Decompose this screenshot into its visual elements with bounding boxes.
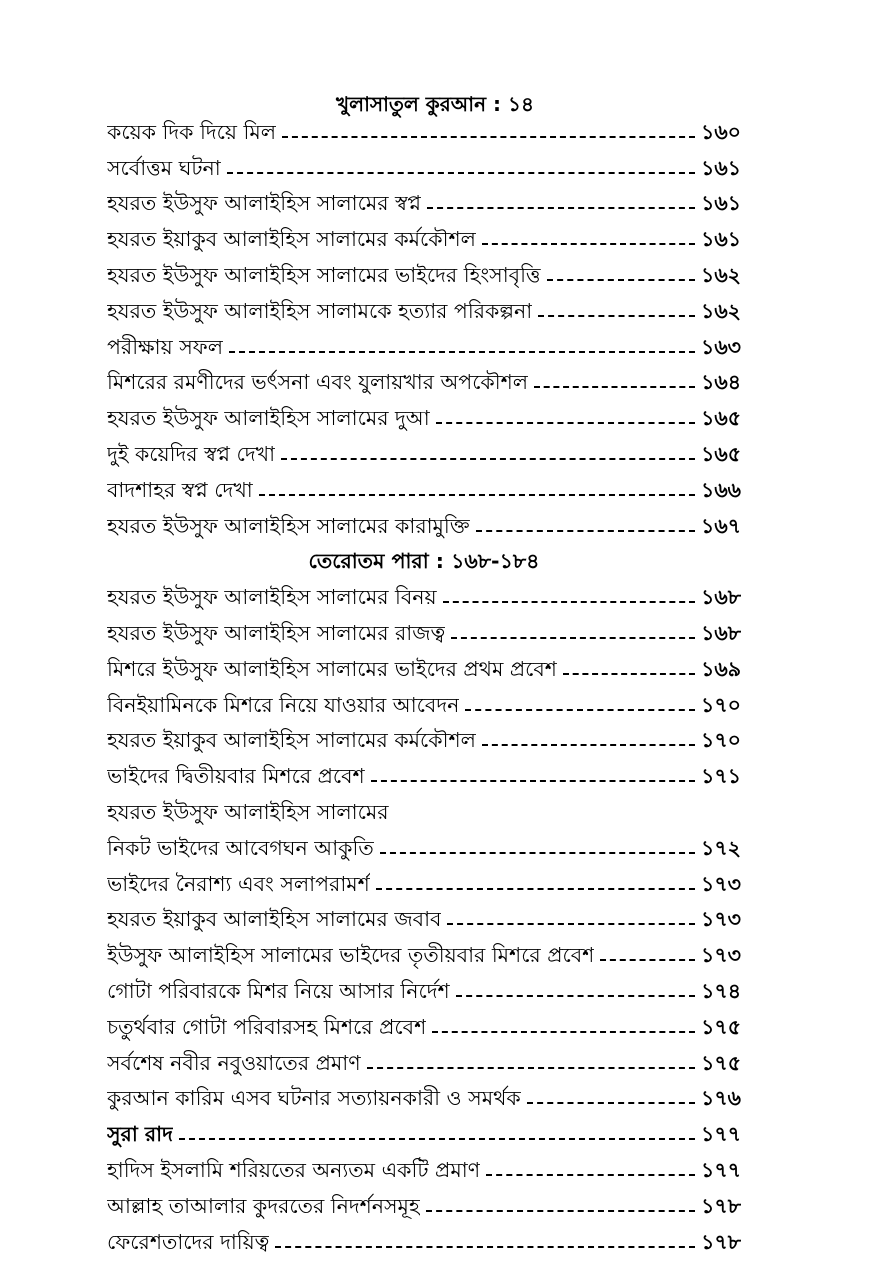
- dotted-leader: [534, 384, 695, 388]
- toc-entry-page: ১৬৫: [701, 406, 741, 431]
- toc-entry: [107, 1154, 741, 1190]
- dotted-leader: [456, 993, 695, 997]
- toc-entry-page: ১৭২: [701, 835, 741, 860]
- toc-entry-page: ১৭৪: [701, 979, 741, 1004]
- toc-entry: [107, 438, 741, 474]
- toc-entry-page: ১৬৭: [701, 513, 741, 538]
- dotted-leader: [281, 456, 695, 460]
- header-separator: :: [486, 92, 508, 116]
- toc-entry-page: ১৭৭: [701, 1158, 741, 1182]
- toc-entry-page: ১৬৬: [701, 477, 741, 502]
- toc-entry-page: ১৭৩: [701, 943, 741, 968]
- toc-entry-title: হযরত ইউসুফ আলাইহিস সালামের বিনয়: [107, 585, 437, 610]
- toc-entry: [107, 689, 741, 725]
- dotted-leader: [482, 241, 695, 245]
- toc-entry-page: ১৬১: [701, 155, 741, 180]
- dotted-leader: [426, 1208, 695, 1212]
- dotted-leader: [367, 1065, 695, 1069]
- dotted-leader: [282, 134, 695, 138]
- dotted-leader: [275, 1244, 695, 1248]
- dotted-leader: [547, 277, 695, 281]
- toc-entry-title: কয়েক দিক দিয়ে মিল: [107, 119, 276, 144]
- toc-entry-page: ১৬৫: [701, 442, 741, 467]
- toc-entry-title: মিশরের রমণীদের ভর্ৎসনা এবং যুলায়খার অপকৌশল: [107, 370, 529, 395]
- toc-entry-page: ১৬৮: [701, 621, 741, 646]
- dotted-leader: [436, 420, 695, 424]
- toc-entry-title: দুই কয়েদির স্বপ্ন দেখা: [107, 442, 276, 467]
- toc-entry-title: ভাইদের নৈরাশ্য এবং সলাপরামর্শ: [107, 871, 370, 896]
- toc-entry-title: হযরত ইউসুফ আলাইহিস সালামের কারামুক্তি: [107, 513, 470, 538]
- toc-entry-title: হযরত ইউসুফ আলাইহিস সালামের দুআ: [107, 406, 430, 431]
- toc-entry: [107, 760, 741, 796]
- toc-entry-page: ১৬০: [701, 119, 741, 144]
- toc-entry: [107, 223, 741, 259]
- toc-entry-title: পরীক্ষায় সফল: [107, 334, 224, 359]
- toc-entry-title: হযরত ইউসুফ আলাইহিস সালামকে হত্যার পরিকল্পনা: [107, 298, 533, 323]
- section-heading-text: তেরোতম পারা : ১৬৮-১৮৪: [308, 549, 540, 574]
- dotted-leader: [229, 349, 695, 353]
- toc-entry-title: সুরা রাদ: [107, 1122, 173, 1147]
- toc-entry-page: ১৭৮: [701, 1193, 741, 1218]
- toc-entry-title: ইউসুফ আলাইহিস সালামের ভাইদের তৃতীয়বার মিশরে প্রবেশ: [107, 943, 595, 968]
- toc-entry: [107, 402, 741, 438]
- toc-entry-page: ১৭৭: [701, 1122, 741, 1147]
- toc-entry-title: হাদিস ইসলামি শরিয়তের অন্যতম একটি প্রমাণ: [107, 1158, 481, 1182]
- toc-entry-title: হযরত ইয়াকুব আলাইহিস সালামের কর্মকৌশল: [107, 728, 476, 753]
- page-number: ১৪: [507, 92, 534, 116]
- table-of-contents: [107, 116, 741, 1262]
- toc-entry-title: গোটা পরিবারকে মিশর নিয়ে আসার নির্দেশ: [107, 979, 450, 1004]
- toc-entry: [107, 725, 741, 761]
- toc-entry: [107, 116, 741, 152]
- toc-entry-title: হযরত ইউসুফ আলাইহিস সালামের: [107, 800, 389, 825]
- toc-entry-page: ১৬৯: [701, 656, 741, 681]
- toc-entry-title: হযরত ইউসুফ আলাইহিস সালামের স্বপ্ন: [107, 191, 421, 216]
- toc-entry-continued: [107, 796, 741, 832]
- toc-entry: [107, 510, 741, 546]
- toc-entry-title: নিকট ভাইদের আবেগঘন আকুতি: [107, 835, 374, 860]
- toc-entry-page: ১৭৬: [701, 1086, 741, 1111]
- toc-entry: [107, 832, 741, 868]
- toc-entry-title: আল্লাহ তাআলার কুদরতের নিদর্শনসমূহ: [107, 1193, 420, 1218]
- dotted-leader: [380, 850, 695, 854]
- toc-entry: [107, 939, 741, 975]
- toc-entry-page: ১৭৫: [701, 1050, 741, 1075]
- toc-entry-title: কুরআন কারিম এসব ঘটনার সত্যায়নকারী ও সমর্থক: [107, 1086, 521, 1111]
- toc-entry: [107, 617, 741, 653]
- toc-entry-title: সর্বোত্তম ঘটনা: [107, 155, 221, 180]
- toc-entry-page: ১৬২: [701, 298, 741, 323]
- dotted-leader: [227, 170, 695, 174]
- toc-entry: [107, 1083, 741, 1119]
- toc-entry-page: ১৬৮: [701, 585, 741, 610]
- dotted-leader: [465, 707, 695, 711]
- dotted-leader: [538, 313, 695, 317]
- book-title: খুলাসাতুল কুরআন: [336, 92, 487, 116]
- toc-entry: [107, 1011, 741, 1047]
- toc-entry-page: ১৬১: [701, 227, 741, 252]
- toc-entry: [107, 331, 741, 367]
- toc-entry-title: হযরত ইয়াকুব আলাইহিস সালামের কর্মকৌশল: [107, 227, 476, 252]
- toc-entry: [107, 904, 741, 940]
- toc-entry: [107, 259, 741, 295]
- toc-entry: [107, 1226, 741, 1262]
- toc-entry: [107, 975, 741, 1011]
- toc-entry: [107, 188, 741, 224]
- toc-entry-title: হযরত ইউসুফ আলাইহিস সালামের রাজত্ব: [107, 621, 446, 646]
- toc-entry-title: সর্বশেষ নবীর নবুওয়াতের প্রমাণ: [107, 1050, 361, 1075]
- toc-entry: [107, 367, 741, 403]
- dotted-leader: [476, 528, 695, 532]
- dotted-leader: [371, 778, 695, 782]
- toc-entry-title: হযরত ইউসুফ আলাইহিস সালামের ভাইদের হিংসাবৃত্তি: [107, 263, 541, 288]
- toc-entry-page: ১৭৩: [701, 907, 741, 932]
- toc-entry-title: বিনইয়ামিনকে মিশরে নিয়ে যাওয়ার আবেদন: [107, 692, 460, 717]
- dotted-leader: [443, 599, 695, 603]
- toc-entry-page: ১৬২: [701, 263, 741, 288]
- toc-entry: [107, 474, 741, 510]
- toc-entry-page: ১৭০: [701, 692, 741, 717]
- toc-entry: [107, 1118, 741, 1154]
- toc-entry-page: ১৭০: [701, 728, 741, 753]
- dotted-leader: [432, 1029, 695, 1033]
- dotted-leader: [259, 492, 695, 496]
- toc-entry: [107, 152, 741, 188]
- toc-entry: [107, 868, 741, 904]
- toc-entry: [107, 1190, 741, 1226]
- toc-entry: [107, 1047, 741, 1083]
- dotted-leader: [482, 742, 695, 746]
- toc-entry-title: ভাইদের দ্বিতীয়বার মিশরে প্রবেশ: [107, 764, 365, 789]
- toc-entry-page: ১৭৮: [701, 1229, 741, 1254]
- section-heading: [107, 546, 741, 582]
- dotted-leader: [376, 886, 695, 890]
- toc-entry-title: বাদশাহর স্বপ্ন দেখা: [107, 477, 253, 502]
- dotted-leader: [486, 1172, 695, 1176]
- toc-entry-page: ১৭১: [701, 764, 741, 789]
- toc-entry-title: চতুর্থবার গোটা পরিবারসহ মিশরে প্রবেশ: [107, 1014, 427, 1039]
- dotted-leader: [527, 1100, 695, 1104]
- toc-entry-title: ফেরেশতাদের দায়িত্ব: [107, 1229, 270, 1254]
- dotted-leader: [447, 921, 695, 925]
- dotted-leader: [563, 671, 695, 675]
- dotted-leader: [427, 205, 695, 209]
- toc-entry-page: ১৭৩: [701, 871, 741, 896]
- dotted-leader: [600, 957, 695, 961]
- toc-entry-title: হযরত ইয়াকুব আলাইহিস সালামের জবাব: [107, 907, 442, 932]
- toc-entry: [107, 581, 741, 617]
- toc-entry-page: ১৬৪: [701, 370, 741, 395]
- toc-entry-page: ১৬৩: [701, 334, 741, 359]
- toc-entry: [107, 653, 741, 689]
- toc-entry-title: মিশরে ইউসুফ আলাইহিস সালামের ভাইদের প্রথম প্রবেশ: [107, 656, 557, 681]
- dotted-leader: [179, 1136, 695, 1140]
- toc-entry: [107, 295, 741, 331]
- toc-entry-page: ১৭৫: [701, 1014, 741, 1039]
- dotted-leader: [451, 635, 695, 639]
- toc-entry-page: ১৬১: [701, 191, 741, 216]
